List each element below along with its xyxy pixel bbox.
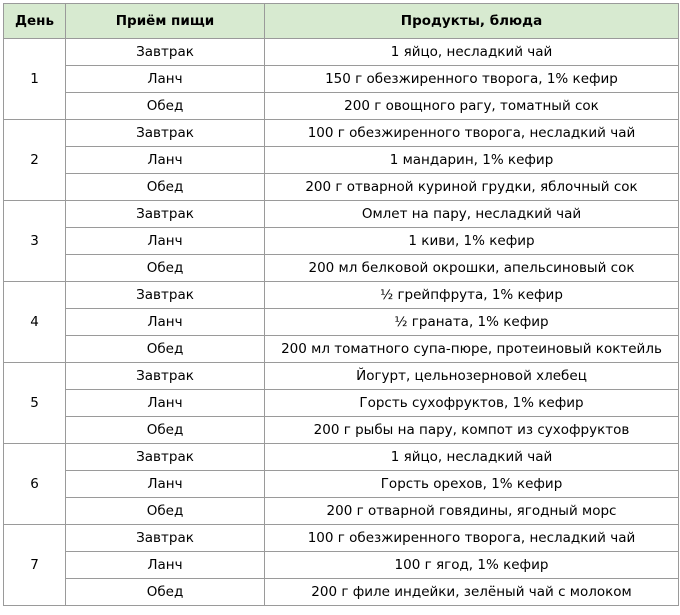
table-row (4, 498, 679, 525)
meal-cell: Ланч (66, 147, 265, 174)
meal-cell: Ланч (66, 309, 265, 336)
table-row (4, 552, 679, 579)
day-number-cell: 3 (4, 201, 66, 282)
food-cell: 1 яйцо, несладкий чай (265, 39, 679, 66)
food-cell: Горсть орехов, 1% кефир (265, 471, 679, 498)
food-cell: 200 мл томатного супа-пюре, протеиновый коктейль (265, 336, 679, 363)
meal-cell: Обед (66, 336, 265, 363)
day-number-cell: 5 (4, 363, 66, 444)
table-row (4, 66, 679, 93)
day-number-cell: 2 (4, 120, 66, 201)
food-cell: ½ грейпфрута, 1% кефир (265, 282, 679, 309)
meal-cell: Обед (66, 417, 265, 444)
table-row (4, 390, 679, 417)
food-cell: 1 мандарин, 1% кефир (265, 147, 679, 174)
meal-cell: Завтрак (66, 525, 265, 552)
food-cell: Омлет на пару, несладкий чай (265, 201, 679, 228)
food-cell: 150 г обезжиренного творога, 1% кефир (265, 66, 679, 93)
day-number-cell: 4 (4, 282, 66, 363)
food-cell: ½ граната, 1% кефир (265, 309, 679, 336)
meal-cell: Завтрак (66, 444, 265, 471)
header-food: Продукты, блюда (265, 4, 679, 39)
table-header (4, 4, 679, 39)
food-cell: 1 яйцо, несладкий чай (265, 444, 679, 471)
table-row (4, 471, 679, 498)
meal-cell: Завтрак (66, 363, 265, 390)
meal-cell: Обед (66, 93, 265, 120)
meal-cell: Обед (66, 579, 265, 606)
food-cell: 200 г отварной куриной грудки, яблочный сок (265, 174, 679, 201)
table-body (4, 39, 679, 606)
table-row (4, 147, 679, 174)
food-cell: 200 г овощного рагу, томатный сок (265, 93, 679, 120)
table-row (4, 444, 679, 471)
table-row (4, 120, 679, 147)
header-row (4, 4, 679, 39)
food-cell: 1 киви, 1% кефир (265, 228, 679, 255)
meal-cell: Ланч (66, 471, 265, 498)
day-number-cell: 6 (4, 444, 66, 525)
meal-cell: Ланч (66, 390, 265, 417)
meal-cell: Завтрак (66, 282, 265, 309)
day-number-cell: 1 (4, 39, 66, 120)
meal-cell: Ланч (66, 66, 265, 93)
meal-cell: Ланч (66, 228, 265, 255)
table-row (4, 579, 679, 606)
table-row (4, 309, 679, 336)
day-number-cell: 7 (4, 525, 66, 606)
food-cell: 200 г рыбы на пару, компот из сухофруктов (265, 417, 679, 444)
table-row (4, 174, 679, 201)
header-meal: Приём пищи (66, 4, 265, 39)
meal-cell: Обед (66, 498, 265, 525)
meal-cell: Завтрак (66, 120, 265, 147)
header-day: День (4, 4, 66, 39)
meal-cell: Завтрак (66, 201, 265, 228)
table-row (4, 525, 679, 552)
table-row (4, 282, 679, 309)
food-cell: Горсть сухофруктов, 1% кефир (265, 390, 679, 417)
table-row (4, 201, 679, 228)
food-cell: 200 г отварной говядины, ягодный морс (265, 498, 679, 525)
food-cell: 100 г ягод, 1% кефир (265, 552, 679, 579)
table-row (4, 255, 679, 282)
food-cell: Йогурт, цельнозерновой хлебец (265, 363, 679, 390)
meal-cell: Завтрак (66, 39, 265, 66)
table-row (4, 39, 679, 66)
table-row (4, 363, 679, 390)
meal-cell: Ланч (66, 552, 265, 579)
meal-cell: Обед (66, 255, 265, 282)
table-row (4, 228, 679, 255)
diet-menu-table (3, 3, 679, 606)
food-cell: 200 мл белковой окрошки, апельсиновый сок (265, 255, 679, 282)
table-row (4, 417, 679, 444)
meal-cell: Обед (66, 174, 265, 201)
food-cell: 100 г обезжиренного творога, несладкий чай (265, 525, 679, 552)
food-cell: 100 г обезжиренного творога, несладкий чай (265, 120, 679, 147)
table-row (4, 93, 679, 120)
food-cell: 200 г филе индейки, зелёный чай с молоком (265, 579, 679, 606)
table-row (4, 336, 679, 363)
